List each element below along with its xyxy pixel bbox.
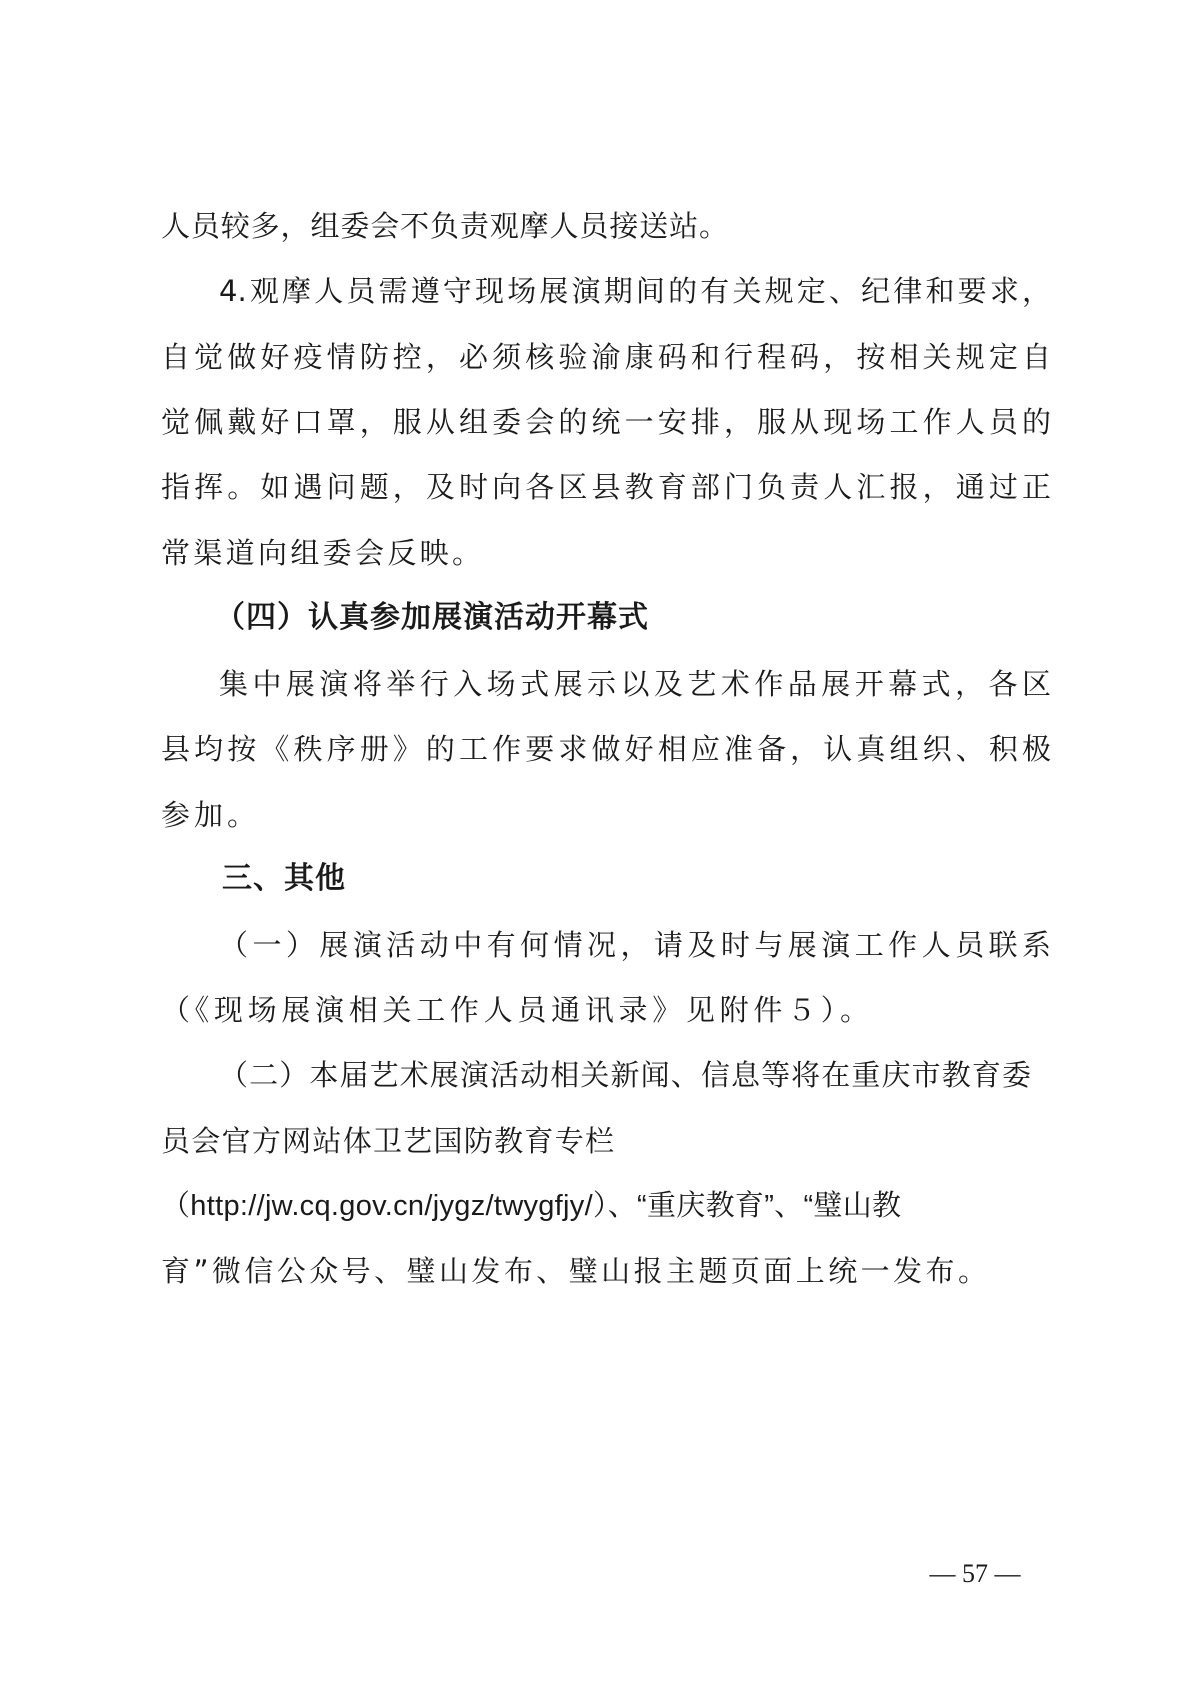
text-line: （一）展演活动中有何情况，请及时与展演工作人员联系 [219,928,1051,962]
text-line: （《现场展演相关工作人员通讯录》见附件５）。 [161,993,869,1027]
text-line: 人员较多，组委会不负责观摩人员接送站。 [161,209,728,243]
text-line: 4.观摩人员需遵守现场展演期间的有关规定、纪律和要求， [219,274,1051,308]
text-line: 自觉做好疫情防控，必须核验渝康码和行程码，按相关规定自 [161,340,1051,374]
section-heading: （四）认真参加展演活动开幕式 [215,600,649,635]
text-line: 集中展演将举行入场式展示以及艺术作品展开幕式，各区 [219,667,1051,701]
text-line: 觉佩戴好口罩，服从组委会的统一安排，服从现场工作人员的 [161,405,1051,439]
text-line: 县均按《秩序册》的工作要求做好相应准备，认真组织、积极 [161,732,1051,766]
text-line: 常渠道向组委会反映。 [161,536,481,570]
text-line: 参加。 [161,798,256,832]
section-heading: 三、其他 [222,861,346,896]
text-line: 育”微信公众号、璧山发布、璧山报主题页面上统一发布。 [161,1254,987,1288]
text-line: （二）本届艺术展演活动相关新闻、信息等将在重庆市教育委 [219,1058,1031,1092]
text-line: 指挥。如遇问题，及时向各区县教育部门负责人汇报，通过正 [161,470,1051,504]
url-line: （http://jw.cq.gov.cn/jygz/twygfjy/）、“重庆教育”、“璧山教 [161,1190,902,1222]
text-line: 员会官方网站体卫艺国防教育专栏 [161,1124,614,1158]
page-number: — 57 — [929,1559,1021,1588]
